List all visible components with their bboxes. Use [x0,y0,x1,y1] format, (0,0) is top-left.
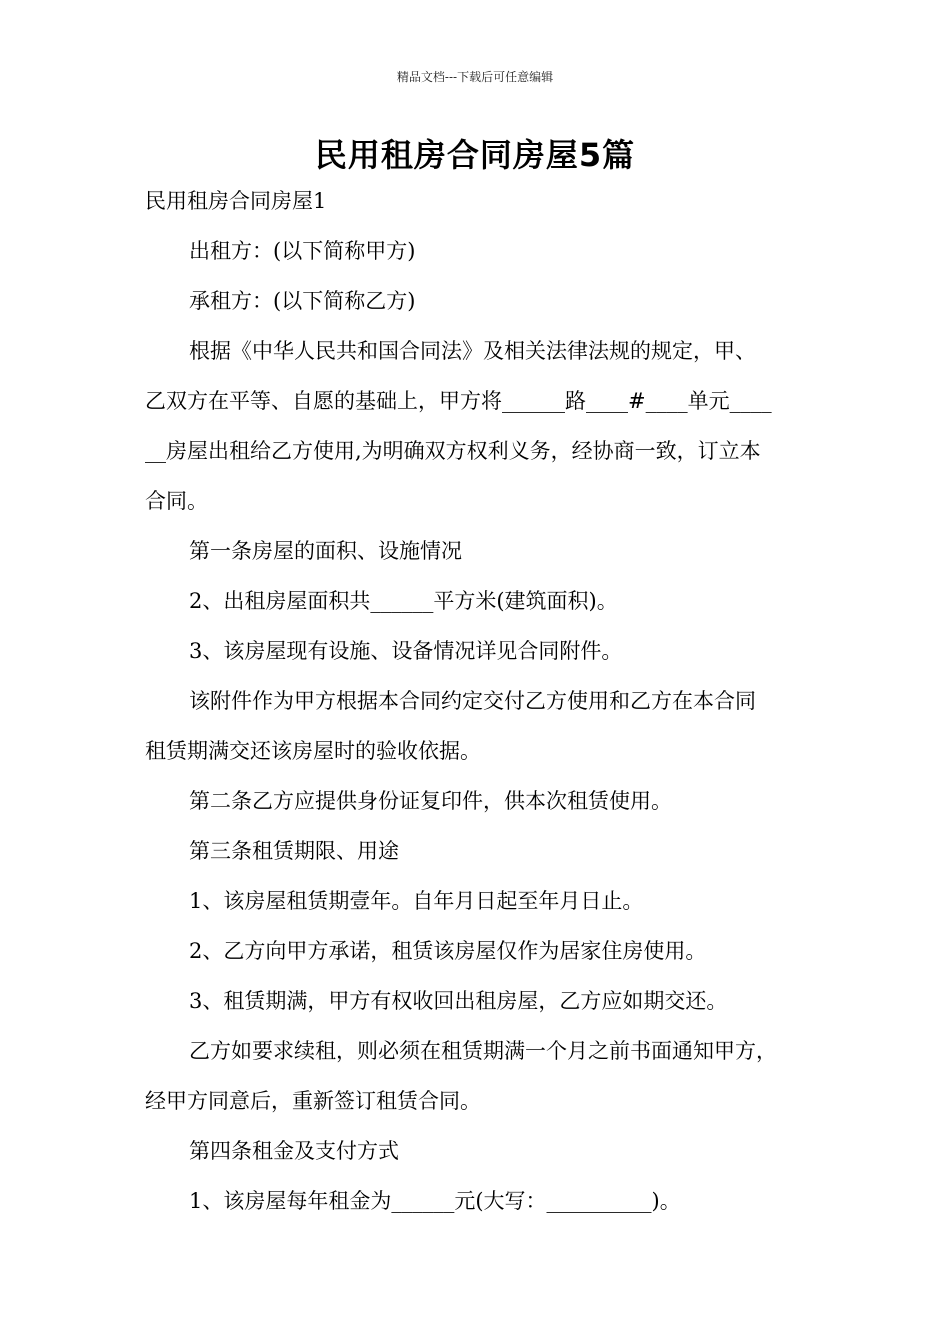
paragraph-line: 2、乙方向甲方承诺，租赁该房屋仅作为居家住房使用。 [189,939,707,963]
paragraph-line: 出租方：(以下简称甲方) [189,239,416,263]
paragraph-line: 经甲方同意后，重新签订租赁合同。 [145,1089,481,1113]
document-title: 民用租房合同房屋5篇 [314,136,636,174]
paragraph-line: 3、该房屋现有设施、设备情况详见合同附件。 [189,639,623,663]
paragraph-line: 乙双方在平等、自愿的基础上，甲方将______路____#____单元____ [145,389,772,413]
paragraph-line: 第三条租赁期限、用途 [189,839,399,863]
paragraph-line: 2、出租房屋面积共______平方米(建筑面积)。 [189,589,618,613]
paragraph-line: 根据《中华人民共和国合同法》及相关法律法规的规定，甲、 [189,339,756,363]
paragraph-line: 3、租赁期满，甲方有权收回出租房屋，乙方应如期交还。 [189,989,728,1013]
paragraph-line: 承租方：(以下简称乙方) [189,289,416,313]
paragraph-line: __房屋出租给乙方使用,为明确双方权利义务，经协商一致，订立本 [145,439,761,463]
paragraph-line: 1、该房屋每年租金为______元(大写：__________)。 [189,1189,681,1213]
paragraph-line: 第四条租金及支付方式 [189,1139,399,1163]
paragraph-line: 第二条乙方应提供身份证复印件，供本次租赁使用。 [189,789,672,813]
paragraph-line: 1、该房屋租赁期壹年。自年月日起至年月日止。 [189,889,644,913]
document-body [145,186,815,1236]
section-heading: 民用租房合同房屋1 [145,189,327,213]
paragraph-line: 租赁期满交还该房屋时的验收依据。 [145,739,481,763]
paragraph-line: 乙方如要求续租，则必须在租赁期满一个月之前书面通知甲方， [189,1039,777,1063]
paragraph-line: 合同。 [145,489,208,513]
paragraph-line: 该附件作为甲方根据本合同约定交付乙方使用和乙方在本合同 [189,689,756,713]
header-note: 精品文档---下载后可任意编辑 [396,70,554,84]
paragraph-line: 第一条房屋的面积、设施情况 [189,539,462,563]
